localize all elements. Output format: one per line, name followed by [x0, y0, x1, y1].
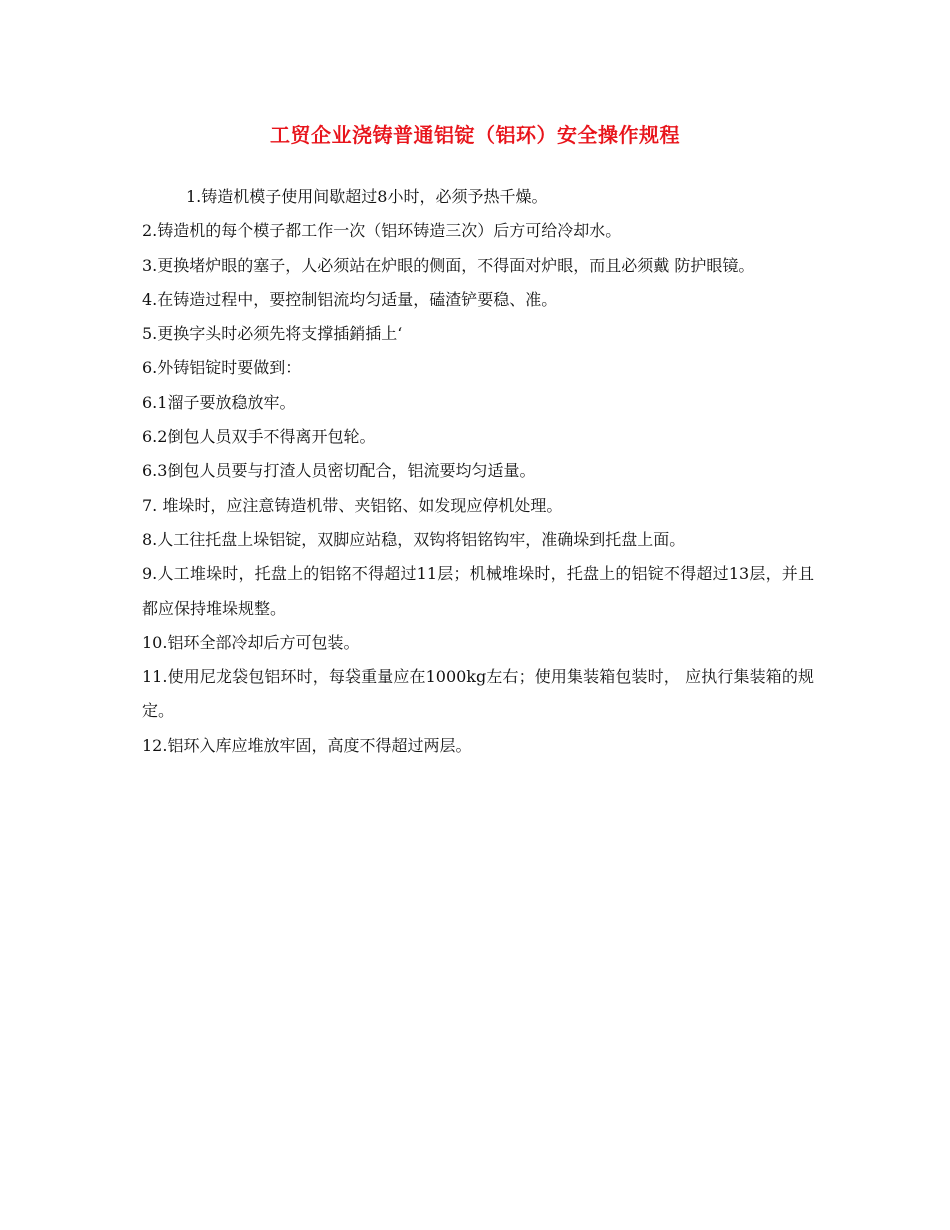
paragraph-11: 11.使用尼龙袋包铝环时，每袋重量应在1000kg左右；使用集装箱包装时， 应执行集装箱的规定。	[142, 667, 814, 721]
paragraph-9: 9.人工堆垛时，托盘上的铝铭不得超过11层；机械堆垛时，托盘上的铝锭不得超过13层，并且都应保持堆垛规整。	[142, 564, 814, 618]
paragraph-4: 4.在铸造过程中，要控制铝流均匀适量，磕渣铲要稳、准。	[142, 289, 558, 309]
paragraph-2: 2.铸造机的每个模子都工作一次（铝环铸造三次）后方可给冷却水。	[142, 221, 622, 241]
paragraph-12: 12.铝环入库应堆放牢固，高度不得超过两层。	[142, 735, 472, 755]
paragraph-6: 6.外铸铝锭时要做到：	[142, 358, 302, 378]
paragraph-6-3: 6.3倒包人员要与打渣人员密切配合，铝流要均匀适量。	[142, 461, 536, 481]
paragraph-8: 8.人工往托盘上垛铝锭，双脚应站稳，双钩将铝铭钩牢，准确垛到托盘上面。	[142, 529, 686, 549]
paragraph-3: 3.更换堵炉眼的塞子，人必须站在炉眼的侧面，不得面对炉眼，而且必须戴 防护眼镜。	[142, 255, 755, 275]
paragraph-10: 10.铝环全部冷却后方可包装。	[142, 632, 360, 652]
paragraph-6-1: 6.1溜子要放稳放牢。	[142, 392, 296, 412]
document-title: 工贸企业浇铸普通铝锭（铝环）安全操作规程	[270, 123, 680, 147]
paragraph-6-2: 6.2倒包人员双手不得离开包轮。	[142, 427, 376, 447]
paragraph-7: 7. 堆垛时，应注意铸造机带、夹铝铭、如发现应停机处理。	[142, 495, 563, 515]
paragraph-5: 5.更换字头时必须先将支撑插銷插上‘	[142, 324, 403, 344]
paragraph-1: 1.铸造机模子使用间歇超过8小时，必须予热千燥。	[186, 187, 548, 206]
document-body	[142, 180, 814, 763]
